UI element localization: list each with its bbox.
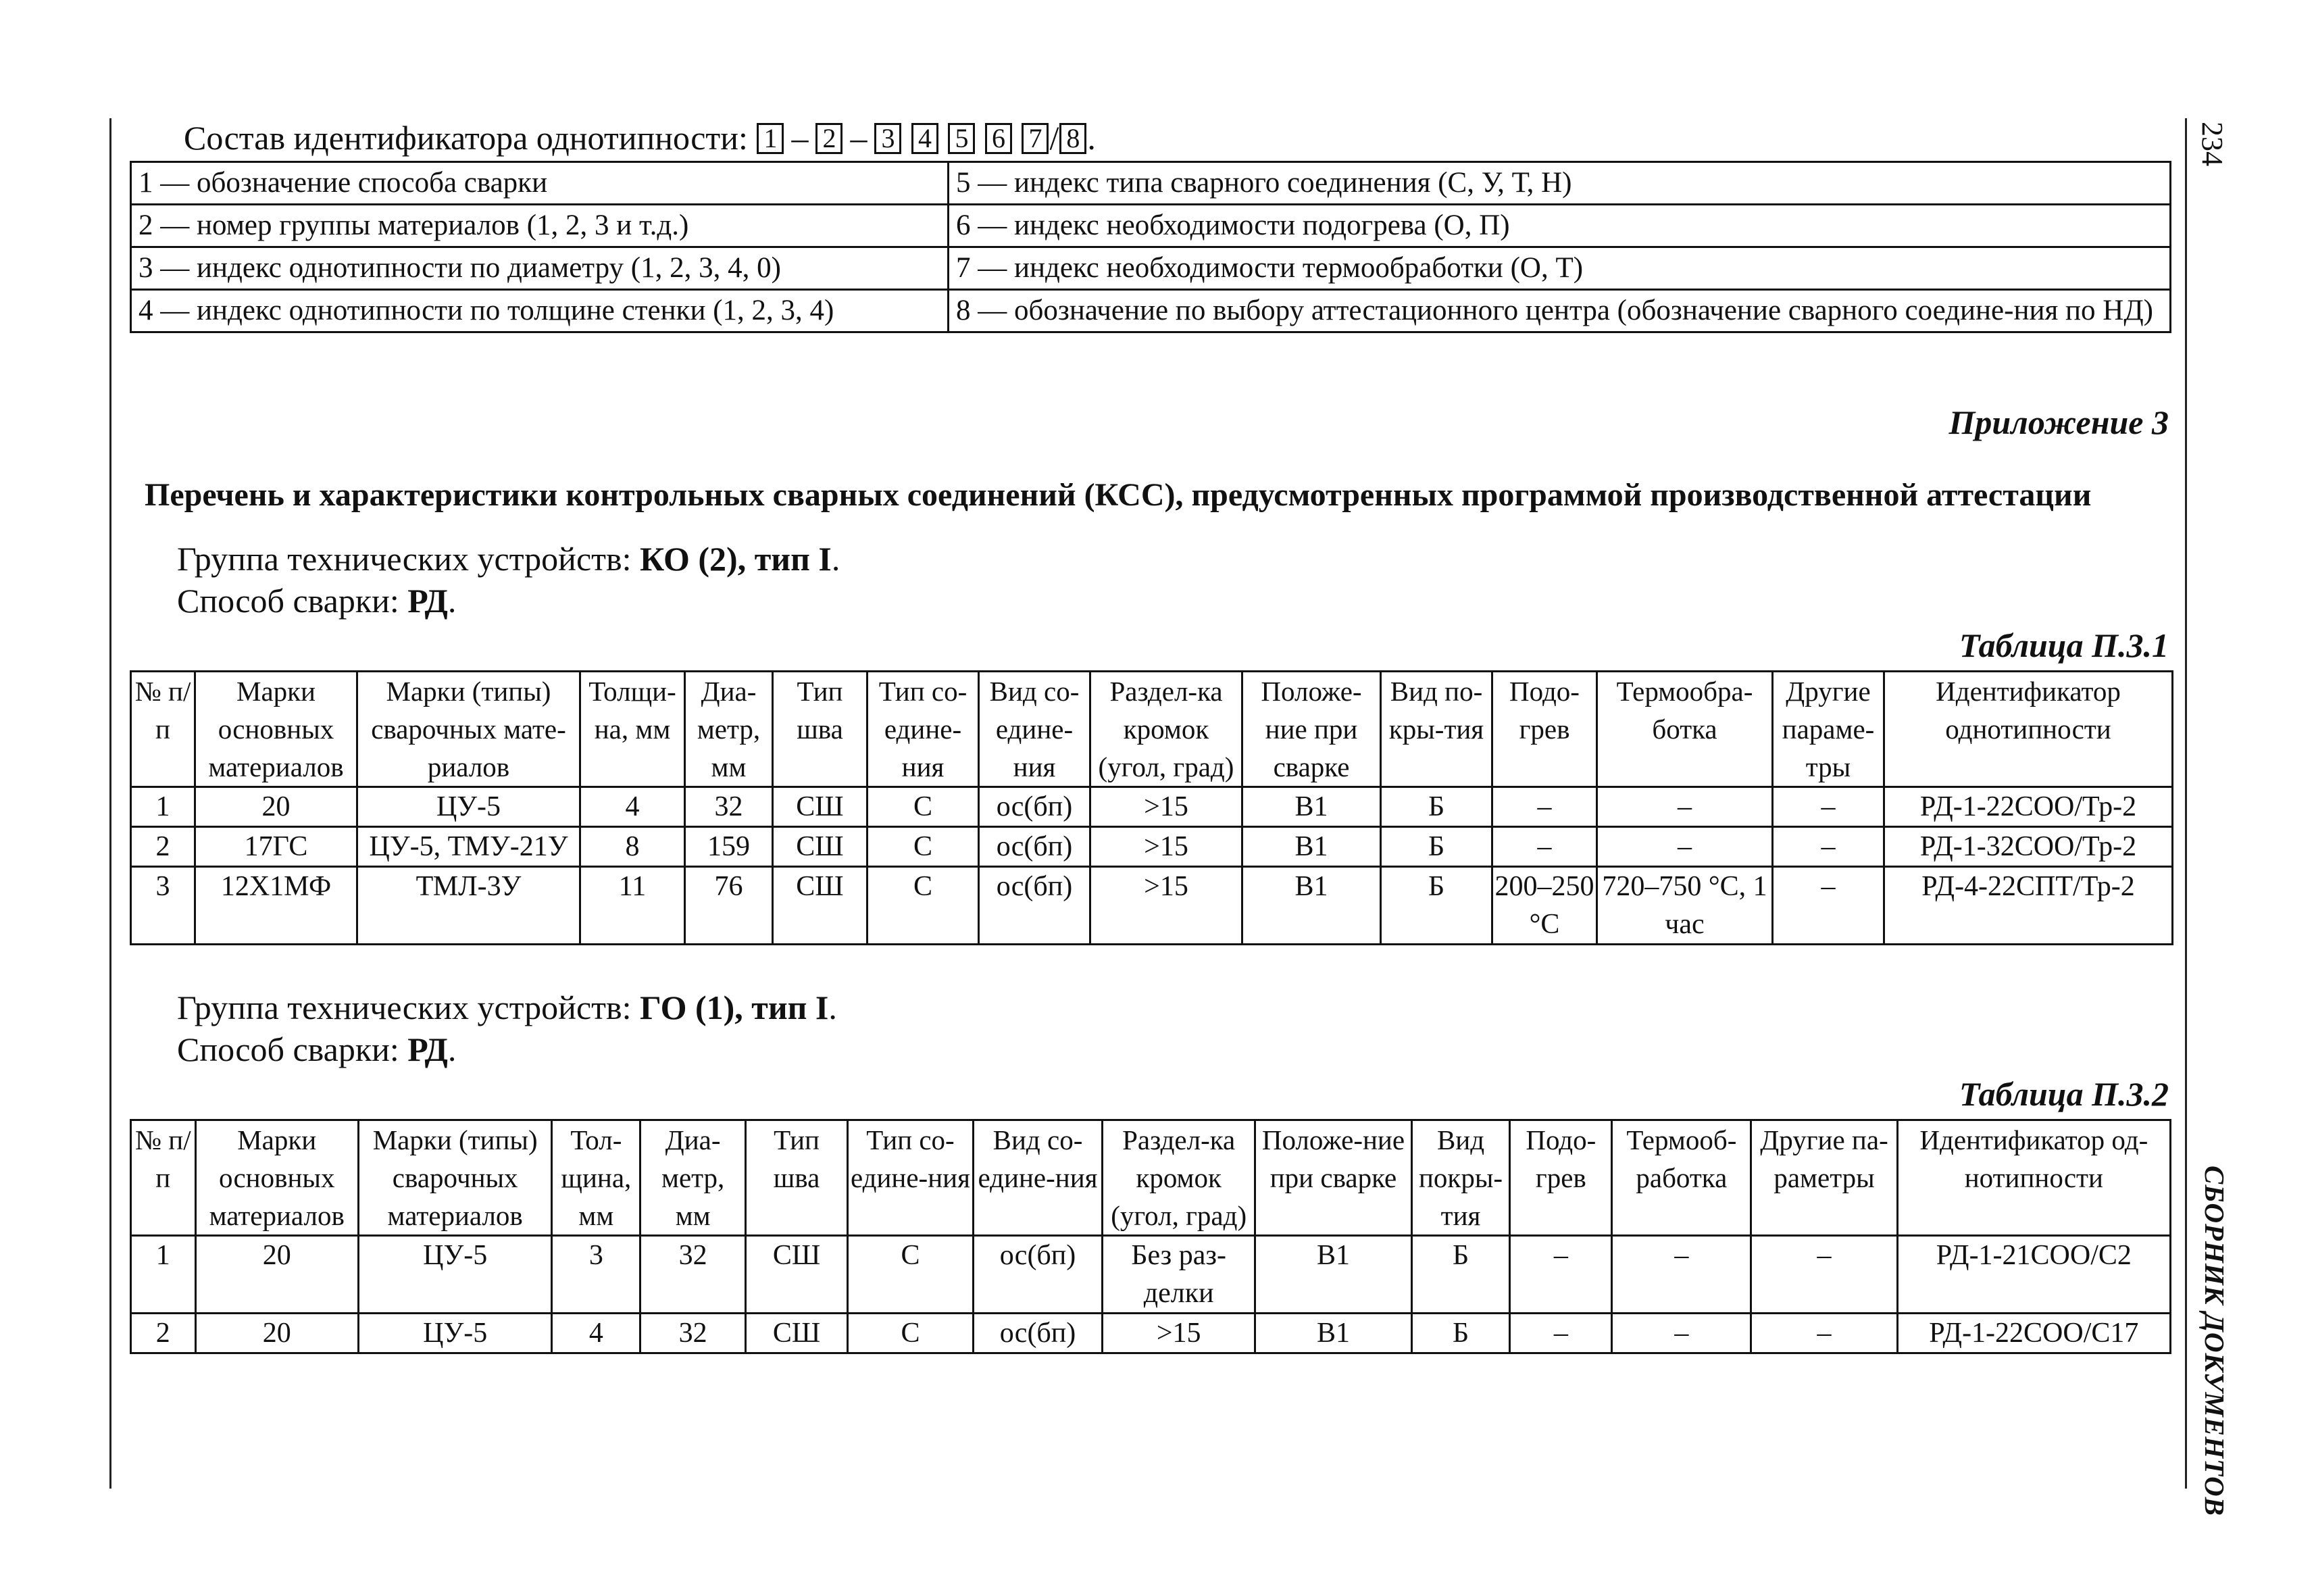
table-cell: >15 bbox=[1090, 827, 1242, 867]
table-cell: С bbox=[847, 1314, 973, 1353]
table-cell: – bbox=[1612, 1236, 1751, 1314]
table-cell: 32 bbox=[640, 1314, 746, 1353]
method-label: Способ сварки: bbox=[177, 1030, 399, 1068]
table-cell: >15 bbox=[1090, 867, 1242, 945]
group-label: Группа технических устройств: bbox=[177, 989, 632, 1026]
table-row bbox=[131, 1236, 2171, 1314]
table-cell: Б bbox=[1411, 1236, 1510, 1314]
table-cell: – bbox=[1597, 827, 1773, 867]
table-cell: 12Х1МФ bbox=[195, 867, 357, 945]
table-cell: В1 bbox=[1242, 787, 1381, 827]
column-header: Толщи-на, мм bbox=[580, 672, 685, 787]
table1-caption: Таблица П.3.1 bbox=[1959, 626, 2169, 664]
column-header: Раздел-ка кромок (угол, град) bbox=[1103, 1120, 1255, 1236]
column-header: Вид по-кры-тия bbox=[1381, 672, 1492, 787]
id-slash: / bbox=[1049, 119, 1059, 157]
table-row bbox=[131, 787, 2173, 827]
header-row bbox=[131, 672, 2173, 787]
column-header: Другие па-раметры bbox=[1751, 1120, 1897, 1236]
column-header: Тип шва bbox=[773, 672, 867, 787]
table-cell: ТМЛ-3У bbox=[357, 867, 580, 945]
appendix-title: Приложение 3 bbox=[1948, 403, 2169, 441]
table-cell: РД-4-22СПТ/Тр-2 bbox=[1884, 867, 2173, 945]
table-cell: ос(бп) bbox=[973, 1236, 1102, 1314]
table-cell: – bbox=[1773, 827, 1884, 867]
table-cell: 8 bbox=[580, 827, 685, 867]
table-cell: – bbox=[1751, 1236, 1897, 1314]
table-cell: РД-1-21СОО/С2 bbox=[1897, 1236, 2170, 1314]
column-header: Положе-ние при сварке bbox=[1255, 1120, 1411, 1236]
table-cell: Без раз-делки bbox=[1103, 1236, 1255, 1314]
table-cell: СШ bbox=[773, 787, 867, 827]
table-cell: 20 bbox=[195, 1314, 358, 1353]
table-cell: 1 bbox=[131, 787, 195, 827]
table2-method-value: РД bbox=[407, 1030, 448, 1068]
table-cell: В1 bbox=[1255, 1236, 1411, 1314]
id-box-4: 4 bbox=[911, 123, 938, 154]
legend-cell: 6 — индекс необходимости подогрева (О, П) bbox=[949, 205, 2171, 247]
id-composition-line bbox=[184, 114, 1096, 162]
table-row bbox=[131, 1314, 2171, 1353]
table-cell: – bbox=[1773, 867, 1884, 945]
legend-cell: 3 — индекс однотипности по диаметру (1, 2, 3, 4, 0) bbox=[131, 247, 949, 290]
table-cell: С bbox=[867, 827, 979, 867]
table-cell: ос(бп) bbox=[979, 787, 1090, 827]
table-cell: В1 bbox=[1255, 1314, 1411, 1353]
table-cell: РД-1-32СОО/Тр-2 bbox=[1884, 827, 2173, 867]
column-header: Вид со-едине-ния bbox=[973, 1120, 1102, 1236]
column-header: Тип шва bbox=[746, 1120, 848, 1236]
table-cell: – bbox=[1612, 1314, 1751, 1353]
legend-row bbox=[131, 205, 2171, 247]
page-number: 234 bbox=[2196, 122, 2229, 166]
table-cell: СШ bbox=[746, 1314, 848, 1353]
table1-group-value: КО (2), тип I bbox=[640, 540, 832, 578]
table-cell: ос(бп) bbox=[973, 1314, 1102, 1353]
table-cell: >15 bbox=[1090, 787, 1242, 827]
table-cell: 32 bbox=[640, 1236, 746, 1314]
table-cell: В1 bbox=[1242, 867, 1381, 945]
column-header: Диа-метр, мм bbox=[640, 1120, 746, 1236]
table1-method-value: РД bbox=[407, 582, 448, 620]
table-cell: – bbox=[1773, 787, 1884, 827]
table-cell: – bbox=[1597, 787, 1773, 827]
table-cell: С bbox=[847, 1236, 973, 1314]
id-composition-label: Состав идентификатора однотипности: bbox=[184, 119, 748, 157]
legend-cell: 5 — индекс типа сварного соединения (С, У, Т, Н) bbox=[949, 162, 2171, 205]
table-cell: 2 bbox=[131, 827, 195, 867]
column-header: Диа-метр, мм bbox=[685, 672, 773, 787]
table-cell: 3 bbox=[552, 1236, 640, 1314]
column-header: Идентификатор од-нотипности bbox=[1897, 1120, 2170, 1236]
table-cell: ос(бп) bbox=[979, 867, 1090, 945]
table-cell: 76 bbox=[685, 867, 773, 945]
table-cell: ЦУ-5, ТМУ-21У bbox=[357, 827, 580, 867]
id-legend-table bbox=[130, 161, 2171, 333]
method-label: Способ сварки: bbox=[177, 582, 399, 620]
table-row bbox=[131, 827, 2173, 867]
table-cell: 17ГС bbox=[195, 827, 357, 867]
period: . bbox=[447, 582, 457, 620]
table-p3-1 bbox=[130, 670, 2173, 945]
table-cell: 11 bbox=[580, 867, 685, 945]
table-cell: 20 bbox=[195, 787, 357, 827]
id-box-5: 5 bbox=[948, 123, 975, 154]
table-cell: СШ bbox=[773, 827, 867, 867]
table-cell: ос(бп) bbox=[979, 827, 1090, 867]
table-cell: РД-1-22СОО/С17 bbox=[1897, 1314, 2170, 1353]
table-cell: Б bbox=[1381, 827, 1492, 867]
period: . bbox=[831, 540, 840, 578]
table-cell: 4 bbox=[552, 1314, 640, 1353]
id-dash: – bbox=[850, 119, 867, 157]
column-header: Тип со-едине-ния bbox=[867, 672, 979, 787]
side-running-title: СБОРНИК ДОКУМЕНТОВ bbox=[2199, 1166, 2230, 1516]
left-margin-rule bbox=[109, 118, 111, 1489]
table-cell: – bbox=[1510, 1314, 1612, 1353]
table-cell: 4 bbox=[580, 787, 685, 827]
table-cell: СШ bbox=[773, 867, 867, 945]
period: . bbox=[828, 989, 837, 1026]
table-cell: ЦУ-5 bbox=[357, 787, 580, 827]
table-cell: В1 bbox=[1242, 827, 1381, 867]
table1-method-line bbox=[177, 581, 456, 620]
table-cell: – bbox=[1510, 1236, 1612, 1314]
table-cell: РД-1-22СОО/Тр-2 bbox=[1884, 787, 2173, 827]
table-cell: 1 bbox=[131, 1236, 196, 1314]
id-box-3: 3 bbox=[874, 123, 901, 154]
id-box-7: 7 bbox=[1022, 123, 1049, 154]
table-cell: 2 bbox=[131, 1314, 196, 1353]
id-box-6: 6 bbox=[985, 123, 1012, 154]
table2-caption: Таблица П.3.2 bbox=[1959, 1075, 2169, 1113]
column-header: Вид со-едине-ния bbox=[979, 672, 1090, 787]
column-header: Термооб-работка bbox=[1612, 1120, 1751, 1236]
legend-cell: 7 — индекс необходимости термообработки (О, Т) bbox=[949, 247, 2171, 290]
table-cell: 200–250 °С bbox=[1492, 867, 1597, 945]
column-header: № п/п bbox=[131, 672, 195, 787]
table-p3-2 bbox=[130, 1119, 2171, 1354]
table-cell: – bbox=[1751, 1314, 1897, 1353]
column-header: Подо-грев bbox=[1492, 672, 1597, 787]
legend-row bbox=[131, 162, 2171, 205]
id-box-1: 1 bbox=[757, 123, 784, 154]
table2-group-line bbox=[177, 988, 837, 1027]
column-header: Подо-грев bbox=[1510, 1120, 1612, 1236]
legend-row bbox=[131, 290, 2171, 332]
table-cell: ЦУ-5 bbox=[358, 1236, 552, 1314]
table-cell: Б bbox=[1381, 787, 1492, 827]
column-header: Тол-щина, мм bbox=[552, 1120, 640, 1236]
legend-cell: 1 — обозначение способа сварки bbox=[131, 162, 949, 205]
column-header: Марки основных материалов bbox=[195, 1120, 358, 1236]
id-dash: – bbox=[791, 119, 809, 157]
section-heading: Перечень и характеристики контрольных сварных соединений (КСС), предусмотренных программой производственной аттестации bbox=[145, 477, 2092, 513]
table-cell: 3 bbox=[131, 867, 195, 945]
right-margin-rule bbox=[2185, 118, 2187, 1489]
table1-group-line bbox=[177, 539, 840, 578]
column-header: Марки (типы) сварочных мате-риалов bbox=[357, 672, 580, 787]
legend-cell: 2 — номер группы материалов (1, 2, 3 и т.д.) bbox=[131, 205, 949, 247]
table-cell: – bbox=[1492, 827, 1597, 867]
column-header: Марки (типы) сварочных материалов bbox=[358, 1120, 552, 1236]
legend-cell: 4 — индекс однотипности по толщине стенки (1, 2, 3, 4) bbox=[131, 290, 949, 332]
group-label: Группа технических устройств: bbox=[177, 540, 632, 578]
legend-cell: 8 — обозначение по выбору аттестационного центра (обозначение сварного соедине-ния по НД) bbox=[949, 290, 2171, 332]
table-cell: 159 bbox=[685, 827, 773, 867]
column-header: Вид покры-тия bbox=[1411, 1120, 1510, 1236]
table2-group-value: ГО (1), тип I bbox=[640, 989, 829, 1026]
table-row bbox=[131, 867, 2173, 945]
id-box-2: 2 bbox=[815, 123, 842, 154]
column-header: Раздел-ка кромок (угол, град) bbox=[1090, 672, 1242, 787]
table-cell: СШ bbox=[746, 1236, 848, 1314]
table-cell: >15 bbox=[1103, 1314, 1255, 1353]
column-header: Марки основных материалов bbox=[195, 672, 357, 787]
table-cell: С bbox=[867, 787, 979, 827]
header-row bbox=[131, 1120, 2171, 1236]
column-header: № п/п bbox=[131, 1120, 196, 1236]
period: . bbox=[447, 1030, 457, 1068]
table-cell: С bbox=[867, 867, 979, 945]
id-box-8: 8 bbox=[1059, 123, 1086, 154]
table-cell: 720–750 °С, 1 час bbox=[1597, 867, 1773, 945]
column-header: Идентификатор однотипности bbox=[1884, 672, 2173, 787]
table2-method-line bbox=[177, 1030, 456, 1069]
legend-row bbox=[131, 247, 2171, 290]
id-period: . bbox=[1087, 119, 1096, 157]
table-cell: 20 bbox=[195, 1236, 358, 1314]
table-cell: 32 bbox=[685, 787, 773, 827]
column-header: Другие параме-тры bbox=[1773, 672, 1884, 787]
column-header: Тип со-едине-ния bbox=[847, 1120, 973, 1236]
table-cell: Б bbox=[1411, 1314, 1510, 1353]
table-cell: Б bbox=[1381, 867, 1492, 945]
table-cell: ЦУ-5 bbox=[358, 1314, 552, 1353]
column-header: Положе-ние при сварке bbox=[1242, 672, 1381, 787]
table-cell: – bbox=[1492, 787, 1597, 827]
column-header: Термообра-ботка bbox=[1597, 672, 1773, 787]
